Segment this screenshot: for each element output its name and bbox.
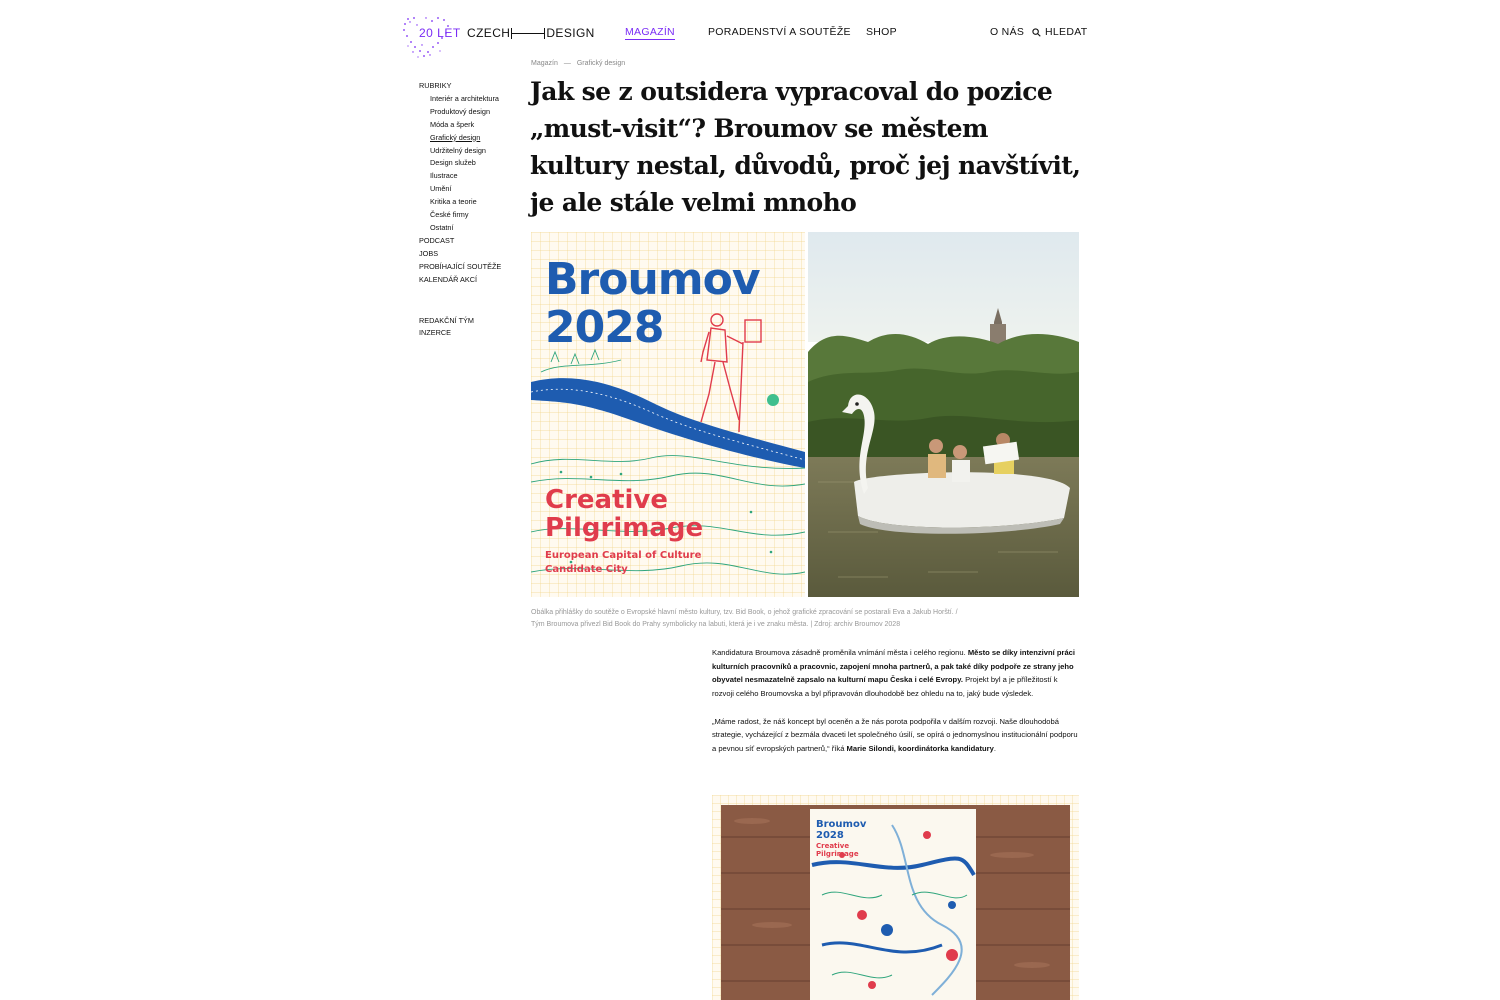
p1-intro: Kandidatura Broumova zásadně proměnila vnímání města i celého regionu. <box>712 648 968 657</box>
czechdesign-brand[interactable] <box>467 26 595 40</box>
brand-left-text: CZECH <box>467 26 511 40</box>
sidebar-item-redakcni-tym[interactable]: REDAKČNÍ TÝM <box>419 315 475 325</box>
sidebar-sub-ostatni[interactable]: Ostatní <box>430 222 454 232</box>
cover-tag-line2: Candidate City <box>545 564 628 575</box>
brand-right-text: DESIGN <box>546 26 595 40</box>
breadcrumb <box>531 60 625 67</box>
nav-magazin[interactable]: MAGAZÍN <box>625 26 675 38</box>
breadcrumb-graficky-design[interactable]: Grafický design <box>576 60 626 67</box>
sidebar-item-kalendar[interactable]: KALENDÁŘ AKCÍ <box>419 274 477 284</box>
anniversary-label: 20 LET <box>419 26 461 40</box>
image-caption <box>531 607 1079 631</box>
p2-speaker: Marie Silondi, koordinátorka kandidatury <box>846 743 994 753</box>
sidebar-sub-moda[interactable]: Móda a šperk <box>430 119 475 129</box>
sidebar-item-inzerce[interactable]: INZERCE <box>419 328 452 338</box>
breadcrumb-magazin[interactable]: Magazín <box>531 60 558 67</box>
map-subtitle-line1: Creative <box>816 842 850 850</box>
paragraph-1 <box>712 646 1078 701</box>
search-icon <box>1032 28 1041 37</box>
caption-line1: Obálka přihlášky do soutěže o Evropské hlavní město kultury, tzv. Bid Book, o jehož grafické zpracování se postarali Eva a Jakub Horští. / <box>531 609 958 616</box>
breadcrumb-separator: — <box>563 60 571 67</box>
cover-subtitle-line1: Creative <box>545 485 669 515</box>
sidebar-sub-ceske-firmy[interactable]: České firmy <box>430 210 469 220</box>
sidebar-item-podcast[interactable]: PODCAST <box>419 235 455 245</box>
map-subtitle-line2: Pilgrimage <box>816 850 859 858</box>
sidebar-sub-graficky[interactable]: Grafický design <box>430 132 481 142</box>
nav-o-nas[interactable]: O NÁS <box>990 26 1025 38</box>
nav-poradenstvi[interactable]: PORADENSTVÍ A SOUTĚŽE <box>708 26 851 38</box>
bid-book-cover-image <box>531 232 805 597</box>
swan-boat-illustration <box>808 232 1079 597</box>
sidebar-item-rubriky[interactable]: RUBRIKY <box>419 81 452 90</box>
anniversary-logo[interactable] <box>402 16 472 60</box>
map-title-line2: 2028 <box>816 830 844 841</box>
swan-boat-photo <box>808 232 1079 597</box>
site-header <box>0 0 1500 60</box>
search-label: HLEDAT <box>1045 26 1088 38</box>
p2-end: . <box>993 743 996 753</box>
map-title-line1: Broumov <box>816 819 867 830</box>
sidebar-sub-design-sluzeb[interactable]: Design služeb <box>430 158 476 168</box>
article-title: Jak se z outsidera vypracoval do pozice „must-visit“? Broumov se městem kultury nestal, důvodů, proč jej navštívit, je ale stále velmi mnoho <box>530 77 1081 217</box>
sidebar-nav <box>419 80 501 340</box>
bid-book-cover-illustration <box>531 232 805 597</box>
p1-rest: Projekt byl a je příležitostí k rozvoji celého Broumovska a byl připravován dlouhodobě bez ohledu na to, jaký bude výsledek. <box>712 675 1058 699</box>
cover-title-line2: 2028 <box>545 302 664 353</box>
brand-connector <box>511 33 545 34</box>
sidebar-sub-ilustrace[interactable]: Ilustrace <box>430 171 458 181</box>
sidebar-spacer <box>419 287 501 315</box>
sidebar-sub-udrzitelny[interactable]: Udržitelný design <box>430 145 486 155</box>
sidebar-sub-produktovy[interactable]: Produktový design <box>430 106 491 116</box>
caption-line2: Tým Broumova přivezl Bid Book do Prahy symbolicky na labuti, která je i ve znaku města. | Zdroj: archiv Broumov 2028 <box>531 621 901 628</box>
cover-tag-line1: European Capital of Culture <box>545 550 702 561</box>
cover-subtitle-line2: Pilgrimage <box>545 513 704 543</box>
search-button[interactable] <box>1032 26 1087 38</box>
sidebar-sub-umeni[interactable]: Umění <box>430 184 452 194</box>
article-body <box>712 646 1078 769</box>
p2-quote: „Máme radost, že náš koncept byl oceněn a že nás porota podpořila v dalším rozvoji. Naše dlouhodobá strategie, vycházející z bezmála dvaceti let společného úsilí, se opírá o jednomyslnou institucionální podporu a pevnou síť evropských partnerů,“ říká <box>712 716 1078 753</box>
sidebar-item-jobs[interactable]: JOBS <box>419 248 439 258</box>
cover-title-line1: Broumov <box>545 254 760 305</box>
paragraph-2 <box>712 715 1078 756</box>
bid-book-map-photo <box>712 795 1079 1000</box>
sidebar-sub-kritika[interactable]: Kritika a teorie <box>430 197 477 207</box>
p1-highlight: Město se díky intenzivní práci kulturních pracovníků a pracovnic, zapojení mnoha partnerů, a pak také díky podpoře ze strany jeho obyvatel nesmazatelně zapsalo na kulturní mapu Česka i celé Evropy. <box>712 648 1076 685</box>
sidebar-sub-interier[interactable]: Interiér a architektura <box>430 93 499 103</box>
sidebar-item-souteze[interactable]: PROBÍHAJÍCÍ SOUTĚŽE <box>419 261 502 271</box>
nav-shop[interactable]: SHOP <box>866 26 897 38</box>
map-on-wood-illustration <box>712 795 1079 1000</box>
